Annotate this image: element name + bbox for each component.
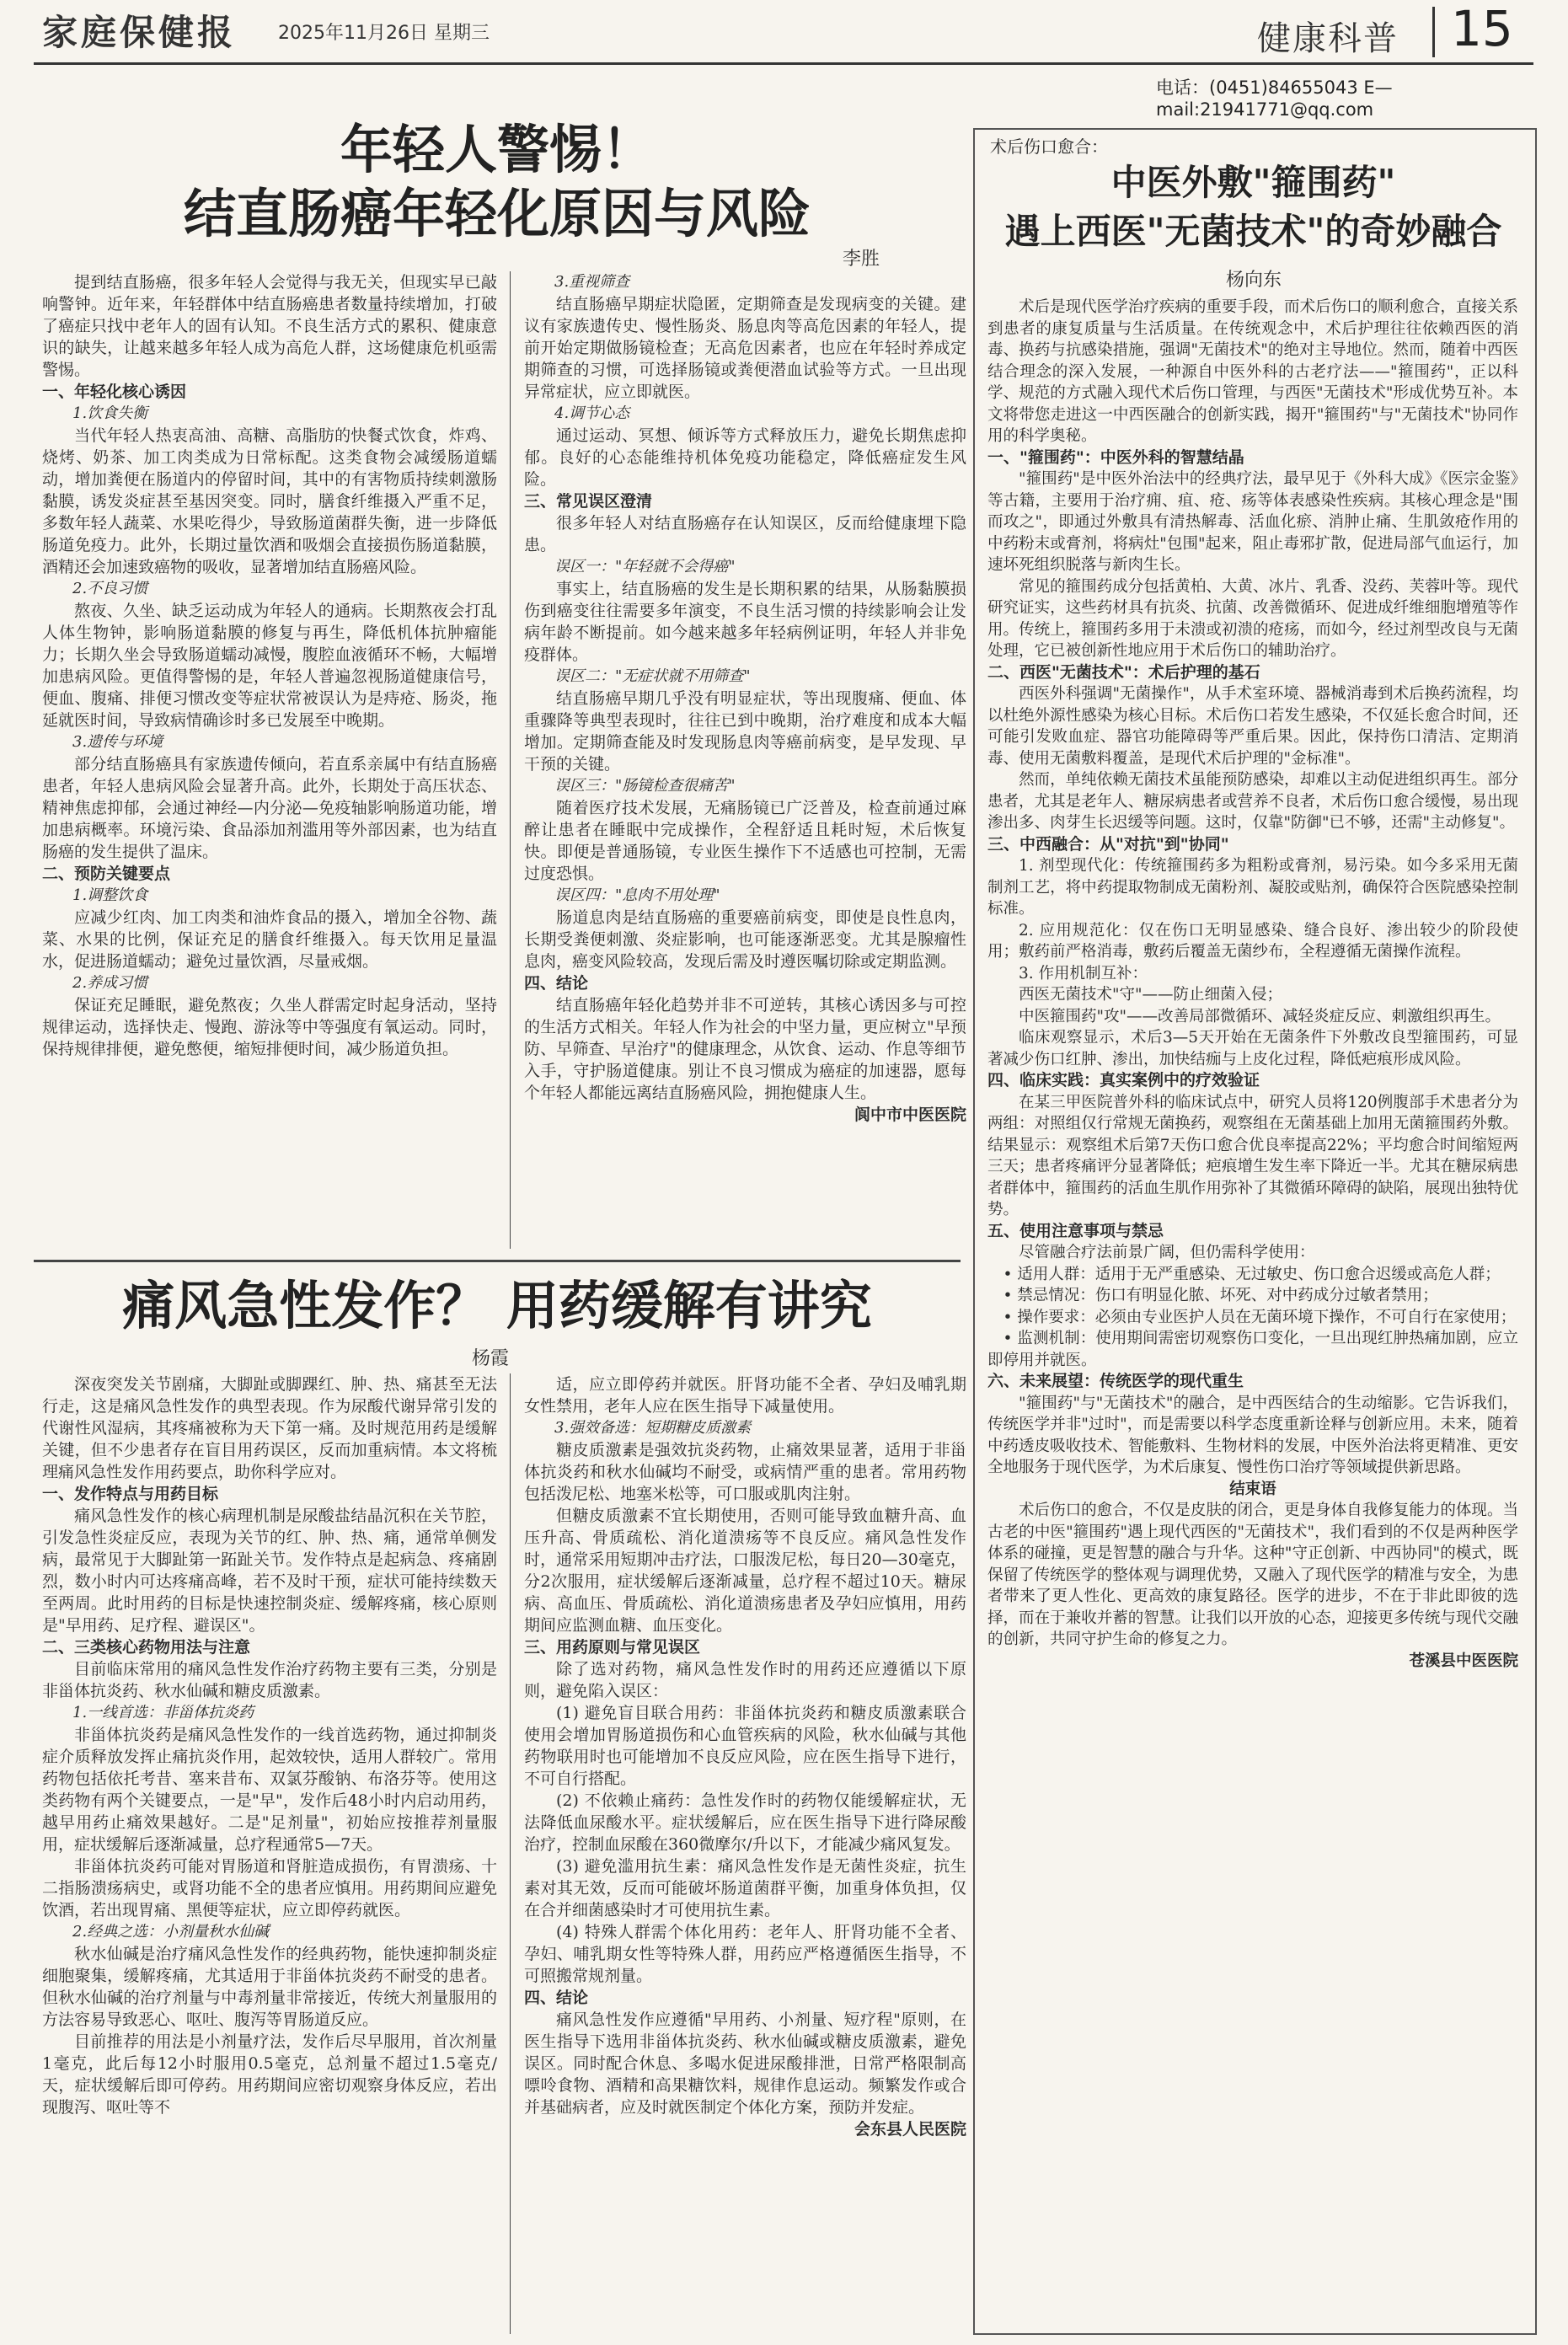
paragraph: 结直肠癌早期症状隐匿，定期筛查是发现病变的关键。建议有家族遗传史、慢性肠炎、肠息肉等高危因素的年轻人，提前开始定期做肠镜检查；无高危因素者，也应在年轻时养成定期筛查的习惯，可选择肠镜或粪便潜血试验等方式。一旦出现异常症状，应立即就医。 [524,295,966,401]
paragraph: 西医外科强调"无菌操作"，从手术室环境、器械消毒到术后换药流程，均以杜绝外源性感染为核心目标。术后伤口若发生感染，不仅延长愈合时间，还可能引发败血症、器官功能障碍等严重后果。因此，保持伤口清洁、定期消毒、使用无菌敷料覆盖，是现代术后护理的"金标准"。 [987,685,1518,768]
paragraph: 结直肠癌早期几乎没有明显症状，等出现腹痛、便血、体重骤降等典型表现时，往往已到中晚期，治疗难度和成本大幅增加。定期筛查能及时发现肠息肉等癌前病变，是早发现、早干预的关键。 [524,689,966,774]
section-heading: 二、西医"无菌技术"：术后护理的基石 [987,662,1260,682]
subheading: 3.遗传与环境 [72,733,163,751]
masthead [0,0,1568,59]
bullet-item: • 操作要求：必须由专业医护人员在无菌环境下操作，不可自行在家使用； [1003,1308,1517,1326]
section-heading: 一、发作特点与用药目标 [42,1485,219,1503]
paragraph: 2. 应用规范化：仅在伤口无明显感染、缝合良好、渗出较少的阶段使用；敷药前严格消毒，敷药后覆盖无菌纱布，全程遵循无菌操作流程。 [987,921,1518,961]
article1-author: 李胜 [843,249,880,270]
paragraph: 中医箍围药"攻"——改善局部微循环、减轻炎症反应、刺激组织再生。 [1019,1007,1501,1025]
paragraph: 3. 作用机制互补： [1019,964,1148,982]
subheading: 2.养成习惯 [72,974,148,992]
paragraph: 通过运动、冥想、倾诉等方式释放压力，避免长期焦虑抑郁。良好的心态能维持机体免疫功能稳定，降低癌症发生风险。 [524,426,966,489]
article1-column-1 [42,271,497,1249]
paragraph: 结直肠癌年轻化趋势并非不可逆转，其核心诱因多与可控的生活方式相关。年轻人作为社会的中坚力量，更应树立"早预防、早筛查、早治疗"的健康理念，从饮食、运动、作息等细节入手，守护肠道健康。别让不良习惯成为癌症的加速器，愿每个年轻人都能远离结直肠癌风险，拥抱健康人生。 [524,996,966,1102]
paragraph: 术后伤口的愈合，不仅是皮肤的闭合，更是身体自我修复能力的体现。当古老的中医"箍围药"遇上现代西医的"无菌技术"，我们看到的不仅是两种医学体系的碰撞，更是智慧的融合与升华。这种"守正创新、中西协同"的模式，既保留了传统医学的整体观与调理优势，又融入了现代医学的精准与安全，为患者带来了更人性化、更高效的康复路径。医学的进步，不在于非此即彼的选择，而在于兼收并蓄的智慧。让我们以开放的心态，迎接更多传统与现代交融的创新，共同守护生命的修复之力。 [987,1502,1518,1648]
article2-author: 杨霞 [472,1348,510,1369]
paragraph: 目前推荐的用法是小剂量疗法，发作后尽早服用，首次剂量1毫克，此后每12小时服用0.5毫克，总剂量不超过1.5毫克/天，症状缓解后即可停药。用药期间应密切观察身体反应，若出现腹泻、呕吐等不 [42,2032,497,2117]
article2-column-1 [42,1373,497,2334]
newspaper-brand: 家庭保健报 [42,12,237,53]
paragraph: 当代年轻人热衷高油、高糖、高脂肪的快餐式饮食，炸鸡、烧烤、奶茶、加工肉类成为日常标配。这类食物会减缓肠道蠕动，增加粪便在肠道内的停留时间，其中的有害物质持续刺激肠黏膜，诱发炎症甚至基因突变。同时，膳食纤维摄入严重不足，多数年轻人蔬菜、水果吃得少，导致肠道菌群失衡，进一步降低肠道免疫力。此外，长期过量饮酒和吸烟会直接损伤肠道黏膜，酒精还会加速致癌物的吸收，显著增加结直肠癌风险。 [42,426,497,576]
subheading: 1.饮食失衡 [72,404,148,422]
paragraph: (2) 不依赖止痛药：急性发作时的药物仅能缓解症状，无法降低血尿酸水平。症状缓解后，应在医生指导下进行降尿酸治疗，控制血尿酸在360微摩尔/升以下，才能减少痛风复发。 [524,1791,966,1854]
subheading: 2.不良习惯 [72,580,148,597]
paragraph: 目前临床常用的痛风急性发作治疗药物主要有三类，分别是非甾体抗炎药、秋水仙碱和糖皮质激素。 [42,1660,497,1700]
paragraph: 很多年轻人对结直肠癌存在认知误区，反而给健康埋下隐患。 [524,514,966,554]
subheading: 误区二："无症状就不用筛查" [554,667,751,685]
paragraph: 应减少红肉、加工肉类和油炸食品的摄入，增加全谷物、蔬菜、水果的比例，保证充足的膳食纤维摄入。每天饮用足量温水，促进肠道蠕动；避免过量饮酒，尽量戒烟。 [42,908,497,971]
closing-heading: 结束语 [1229,1480,1276,1498]
section-heading: 三、常见误区澄清 [524,492,653,511]
article3-title-line2: 遇上西医"无菌技术"的奇妙融合 [1004,211,1502,252]
paragraph: 但糖皮质激素不宜长期使用，否则可能导致血糖升高、血压升高、骨质疏松、消化道溃疡等不良反应。痛风急性发作时，通常采用短期冲击疗法，口服泼尼松，每日20—30毫克，分2次服用，症状缓解后逐渐减量，总疗程不超过10天。糖尿病、高血压、骨质疏松、消化道溃疡患者及孕妇应慎用，用药期间应监测血糖、血压变化。 [524,1507,966,1635]
article1-column-2 [524,271,966,1249]
paragraph: 尽管融合疗法前景广阔，但仍需科学使用： [1019,1244,1315,1261]
paragraph: 西医无菌技术"守"——防止细菌入侵； [1019,986,1283,1004]
column-divider [510,271,511,1249]
paragraph: 糖皮质激素是强效抗炎药物，止痛效果显著，适用于非甾体抗炎药和秋水仙碱均不耐受，或病情严重的患者。常用药物包括泼尼松、地塞米松等，可口服或肌肉注射。 [524,1441,966,1503]
paragraph: 非甾体抗炎药可能对胃肠道和肾脏造成损伤，有胃溃疡、十二指肠溃疡病史，或肾功能不全的患者应慎用。用药期间应避免饮酒，若出现胃痛、黑便等症状，应立即停药就医。 [42,1857,497,1919]
subheading: 误区一："年轻就不会得癌" [554,558,736,576]
section-heading: 四、结论 [524,1989,589,2007]
paragraph: 部分结直肠癌具有家族遗传倾向，若直系亲属中有结直肠癌患者，年轻人患病风险会显著升高。此外，长期处于高压状态、精神焦虑抑郁，会通过神经—内分泌—免疫轴影响肠道功能，增加患病概率。环境污染、食品添加剂滥用等外部因素，也为结直肠癌的发生提供了温床。 [42,755,497,861]
paragraph: (1) 避免盲目联合用药：非甾体抗炎药和糖皮质激素联合使用会增加胃肠道损伤和心血管疾病的风险，秋水仙碱与其他药物联用时也可能增加不良反应风险，应在医生指导下进行，不可自行搭配。 [524,1704,966,1788]
paragraph: "箍围药"与"无菌技术"的融合，是中西医结合的生动缩影。它告诉我们，传统医学并非"过时"，而是需要以科学态度重新诠释与创新应用。未来，随着中药透皮吸收技术、智能敷料、生物材料的发展，中医外治法将更精准、更安全地服务于现代医学，为术后康复、慢性伤口治疗等领域提供新思路。 [987,1394,1518,1476]
paragraph: 肠道息肉是结直肠癌的重要癌前病变，即使是良性息肉，长期受粪便刺激、炎症影响，也可能逐渐恶变。尤其是腺瘤性息肉，癌变风险较高，发现后需及时遵医嘱切除或定期监测。 [524,908,966,971]
top-rule [34,62,1533,65]
section-name: 健康科普 [1257,19,1399,58]
paragraph: 常见的箍围药成分包括黄柏、大黄、冰片、乳香、没药、芙蓉叶等。现代研究证实，这些药材具有抗炎、抗菌、改善微循环、促进成纤维细胞增殖等作用。传统上，箍围药多用于未溃或初溃的疮疡，而如今，经过剂型改良与无菌处理，它已被创新性地应用于术后伤口的辅助治疗。 [987,577,1518,660]
paragraph: 除了选对药物，痛风急性发作时的用药还应遵循以下原则，避免陷入误区： [524,1660,966,1700]
paragraph: 痛风急性发作的核心病理机制是尿酸盐结晶沉积在关节腔，引发急性炎症反应，表现为关节的红、肿、热、痛，通常单侧发病，最常见于大脚趾第一跖趾关节。发作特点是起病急、疼痛剧烈，数小时内可达疼痛高峰，若不及时干预，症状可能持续数天至两周。此时用药的目标是快速控制炎症、缓解疼痛，核心原则是"早用药、足疗程、避误区"。 [42,1507,497,1635]
section-heading: 二、预防关键要点 [42,865,171,883]
column-divider [510,1373,511,2334]
paragraph: 随着医疗技术发展，无痛肠镜已广泛普及，检查前通过麻醉让患者在睡眠中完成操作，全程舒适且耗时短，术后恢复快。即便是普通肠镜，专业医生操作下不适感也可控制，无需过度恐惧。 [524,799,966,883]
section-heading: 三、用药原则与常见误区 [524,1638,701,1657]
paragraph: (4) 特殊人群需个体化用药：老年人、肝肾功能不全者、孕妇、哺乳期女性等特殊人群，用药应严格遵循医生指导，不可照搬常规剂量。 [524,1923,966,1985]
page-number: 15 [1451,0,1513,57]
section-heading: 一、年轻化核心诱因 [42,383,187,401]
article3-title [977,158,1529,256]
contact-info: 电话：(0451)84655043 E—mail:21941771@qq.com [1156,78,1393,120]
subheading: 2.经典之选：小剂量秋水仙碱 [72,1923,270,1941]
subheading: 1.调整饮食 [72,886,148,904]
bullet-item: • 监测机制：使用期间需密切观察伤口变化，一旦出现红肿热痛加剧，应立即停用并就医。 [987,1330,1518,1369]
hospital-credit: 会东县人民医院 [854,2120,966,2139]
article1-title [34,118,961,246]
bullet-item: • 适用人群：适用于无严重感染、无过敏史、伤口愈合迟缓或高危人群； [1003,1265,1501,1283]
issue-date: 2025年11月26日 星期三 [278,23,490,44]
paragraph: 提到结直肠癌，很多年轻人会觉得与我无关，但现实早已敲响警钟。近年来，年轻群体中结直肠癌患者数量持续增加，打破了癌症只找中老年人的固有认知。不良生活方式的累积、健康意识的缺失，让越来越多年轻人成为高危人群，这场健康危机亟需警惕。 [42,273,497,379]
paragraph: 临床观察显示，术后3—5天开始在无菌条件下外敷改良型箍围药，可显著减少伤口红肿、渗出，加快结痂与上皮化过程，降低疤痕形成风险。 [987,1029,1518,1068]
paragraph: (3) 避免滥用抗生素：痛风急性发作是无菌性炎症，抗生素对其无效，反而可能破坏肠道菌群平衡，加重身体负担，仅在合并细菌感染时才可使用抗生素。 [524,1857,966,1919]
masthead-divider [1432,7,1435,57]
article1-title-line2: 结直肠癌年轻化原因与风险 [183,183,811,244]
paragraph: 熬夜、久坐、缺乏运动成为年轻人的通病。长期熬夜会打乱人体生物钟，影响肠道黏膜的修复与再生，降低机体抗肿瘤能力；长期久坐会导致肠道蠕动减慢，腹腔血液循环不畅，大幅增加患病风险。更值得警惕的是，年轻人普遍忽视肠道健康信号，便血、腹痛、排便习惯改变等症状常被误认为是痔疮、肠炎，拖延就医时间，导致病情确诊时多已发展至中晚期。 [42,602,497,730]
hospital-credit: 苍溪县中医医院 [1409,1652,1518,1670]
subheading: 误区四："息肉不用处理" [554,886,720,904]
subheading: 1.一线首选：非甾体抗炎药 [72,1704,254,1721]
section-heading: 四、结论 [524,974,589,993]
article3-kicker: 术后伤口愈合： [990,137,1108,157]
paragraph: 事实上，结直肠癌的发生是长期积累的结果，从肠黏膜损伤到癌变往往需要多年演变，不良生活习惯的持续影响会让发病年龄不断提前。如今越来越多年轻病例证明，年轻人并非免疫群体。 [524,580,966,664]
article3-body [987,297,1518,2319]
paragraph: 非甾体抗炎药是痛风急性发作的一线首选药物，通过抑制炎症介质释放发挥止痛抗炎作用，起效较快，适用人群较广。常用药物包括依托考昔、塞来昔布、双氯芬酸钠、布洛芬等。使用这类药物有两个关键要点，一是"早"，发作后48小时内启动用药，越早用药止痛效果越好。二是"足剂量"，初始应按推荐剂量服用，症状缓解后逐渐减量，总疗程通常5—7天。 [42,1726,497,1854]
section-heading: 一、"箍围药"：中医外科的智慧结晶 [987,447,1244,467]
subheading: 4.调节心态 [554,404,630,422]
section-heading: 六、未来展望：传统医学的现代重生 [987,1372,1244,1390]
article3-author: 杨向东 [1226,270,1282,291]
article3-title-line1: 中医外敷"箍围药" [1110,162,1396,203]
paragraph: 1. 剂型现代化：传统箍围药多为粗粉或膏剂，易污染。如今多采用无菌制剂工艺，将中药提取物制成无菌粉剂、凝胶或贴剂，确保符合医院感染控制标准。 [987,857,1518,918]
section-heading: 三、中西融合：从"对抗"到"协同" [987,834,1229,854]
paragraph: "箍围药"是中医外治法中的经典疗法，最早见于《外科大成》《医宗金鉴》等古籍，主要用于治疗痈、疽、疮、疡等体表感染性疾病。其核心理念是"围而攻之"，即通过外敷具有清热解毒、活血化瘀、消肿止痛、生肌敛疮作用的中药粉末或膏剂，将病灶"包围"起来，阻止毒邪扩散，促进局部气血运行，加速坏死组织脱落与新肉生长。 [987,470,1518,574]
article2-column-2 [524,1373,966,2334]
hospital-credit: 阆中市中医医院 [854,1106,966,1124]
paragraph: 痛风急性发作应遵循"早用药、小剂量、短疗程"原则，在医生指导下选用非甾体抗炎药、秋水仙碱或糖皮质激素，避免误区。同时配合休息、多喝水促进尿酸排泄，日常严格限制高嘌呤食物、酒精和高果糖饮料，规律作息运动。频繁发作或合并基础病者，应及时就医制定个体化方案，预防并发症。 [524,2010,966,2117]
paragraph: 深夜突发关节剧痛，大脚趾或脚踝红、肿、热、痛甚至无法行走，这是痛风急性发作的典型表现。作为尿酸代谢异常引发的代谢性风湿病，其疼痛被称为天下第一痛。及时规范用药是缓解关键，但不少患者存在盲目用药误区，反而加重病情。本文将梳理痛风急性发作用药要点，助你科学应对。 [42,1375,497,1481]
paragraph: 秋水仙碱是治疗痛风急性发作的经典药物，能快速抑制炎症细胞聚集，缓解疼痛，尤其适用于非甾体抗炎药不耐受的患者。但秋水仙碱的治疗剂量与中毒剂量非常接近，传统大剂量服用的方法容易导致恶心、呕吐、腹泻等胃肠道反应。 [42,1945,497,2029]
paragraph: 适，应立即停药并就医。肝肾功能不全者、孕妇及哺乳期女性禁用，老年人应在医生指导下减量使用。 [524,1375,966,1416]
section-heading: 二、三类核心药物用法与注意 [42,1638,251,1657]
section-heading: 五、使用注意事项与禁忌 [987,1221,1164,1240]
subheading: 3.强效备选：短期糖皮质激素 [554,1419,752,1437]
paragraph: 保证充足睡眠，避免熬夜；久坐人群需定时起身活动，坚持规律运动，选择快走、慢跑、游泳等中等强度有氧运动。同时，保持规律排便，避免憋便，缩短排便时间，减少肠道负担。 [42,996,497,1058]
paragraph: 在某三甲医院普外科的临床试点中，研究人员将120例腹部手术患者分为两组：对照组仅行常规无菌换药，观察组在无菌基础上加用无菌箍围药外敷。结果显示：观察组术后第7天伤口愈合优良率提高22%；平均愈合时间缩短两三天；患者疼痛评分显著降低；疤痕增生发生率下降近一半。尤其在糖尿病患者群体中，箍围药的活血生肌作用弥补了其微循环障碍的缺陷，展现出独特优势。 [987,1093,1518,1218]
article2-title: 痛风急性发作？ 用药缓解有讲究 [122,1275,872,1336]
subheading: 误区三："肠镜检查很痛苦" [554,777,736,795]
article-divider [34,1260,961,1262]
paragraph: 然而，单纯依赖无菌技术虽能预防感染，却难以主动促进组织再生。部分患者，尤其是老年人、糖尿病患者或营养不良者，术后伤口愈合缓慢，易出现渗出多、肉芽生长迟缓等问题。这时，仅靠"防御"已不够，还需"主动修复"。 [987,771,1518,832]
paragraph: 术后是现代医学治疗疾病的重要手段，而术后伤口的顺利愈合，直接关系到患者的康复质量与生活质量。在传统观念中，术后护理往往依赖西医的消毒、换药与抗感染措施，强调"无菌技术"的绝对主导地位。然而，随着中西医结合理念的深入发展，一种源自中医外科的古老疗法——"箍围药"，正以科学、规范的方式融入现代术后伤口管理，与西医"无菌技术"形成优势互补。本文将带您走进这一中西医融合的创新实践，揭开"箍围药"与"无菌技术"协同作用的科学奥秘。 [987,298,1518,445]
bullet-item: • 禁忌情况：伤口有明显化脓、坏死、对中药成分过敏者禁用； [1003,1287,1438,1304]
section-heading: 四、临床实践：真实案例中的疗效验证 [987,1071,1260,1090]
subheading: 3.重视筛查 [554,273,630,291]
article1-title-line1: 年轻人警惕！ [340,119,654,180]
